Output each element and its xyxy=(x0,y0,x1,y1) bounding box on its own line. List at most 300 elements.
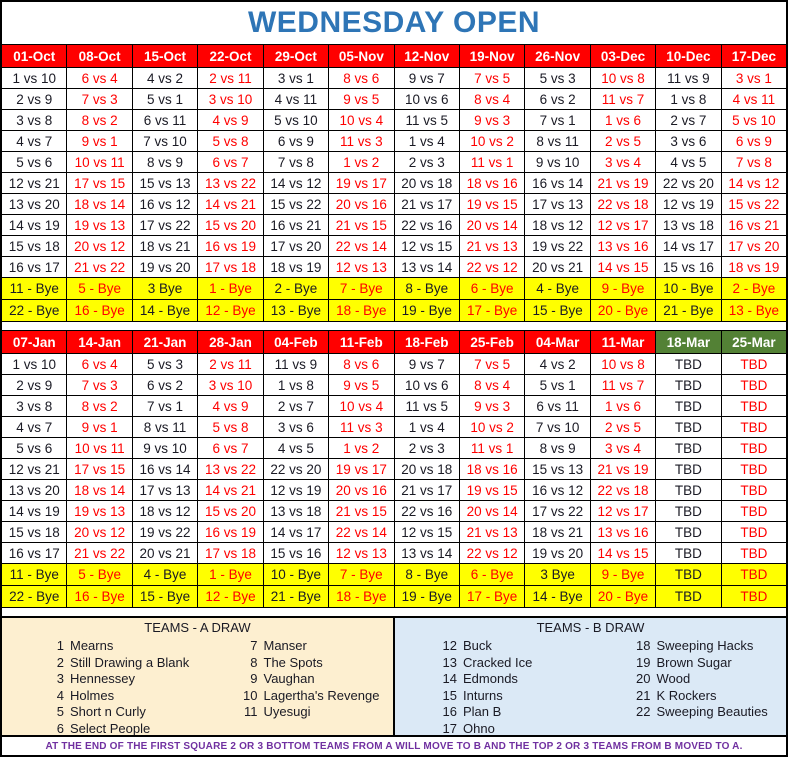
game-cell: 11 vs 3 xyxy=(329,417,393,438)
teams-section xyxy=(2,616,786,735)
game-cell: 12 vs 13 xyxy=(329,543,393,564)
game-cell: 15 vs 16 xyxy=(264,543,328,564)
game-cell: 11 vs 1 xyxy=(460,438,524,459)
game-cell: 8 vs 4 xyxy=(460,89,524,110)
teams-b-draw-list-2 xyxy=(593,638,787,735)
team-number: 16 xyxy=(442,704,457,719)
game-cell: 10 vs 2 xyxy=(460,131,524,152)
team-name: Uyesugi xyxy=(263,704,311,719)
game-cell: 18 vs 12 xyxy=(133,501,197,522)
date-header: 25-Feb xyxy=(460,331,524,354)
game-cell: 2 vs 5 xyxy=(591,417,655,438)
game-cell: 22 vs 14 xyxy=(329,236,393,257)
bye-cell: 4 - Bye xyxy=(525,278,589,300)
bye-cell: 12 - Bye xyxy=(198,586,262,608)
game-cell: 5 vs 10 xyxy=(722,110,786,131)
game-cell: 14 vs 21 xyxy=(198,480,262,501)
game-cell: 6 vs 7 xyxy=(198,438,262,459)
game-cell: 20 vs 18 xyxy=(395,173,459,194)
game-cell: 19 vs 22 xyxy=(133,522,197,543)
schedule-column-17-dec xyxy=(722,45,786,322)
game-cell: 3 vs 8 xyxy=(2,396,66,417)
game-cell: 14 vs 12 xyxy=(264,173,328,194)
team-item xyxy=(439,638,593,655)
game-cell: TBD xyxy=(656,354,720,375)
game-cell: 15 vs 18 xyxy=(2,236,66,257)
team-number: 8 xyxy=(250,654,258,670)
game-cell: TBD xyxy=(656,501,720,522)
bye-cell: 7 - Bye xyxy=(329,564,393,586)
game-cell: 13 vs 22 xyxy=(198,173,262,194)
bye-cell: 13 - Bye xyxy=(264,300,328,322)
team-name: The Spots xyxy=(263,654,323,670)
game-cell: 5 vs 1 xyxy=(525,375,589,396)
team-item xyxy=(46,638,200,655)
game-cell: 4 vs 2 xyxy=(133,68,197,89)
game-cell: 20 vs 21 xyxy=(525,257,589,278)
game-cell: TBD xyxy=(656,396,720,417)
team-number: 13 xyxy=(442,654,457,670)
game-cell: 18 vs 21 xyxy=(133,236,197,257)
game-cell: 9 vs 7 xyxy=(395,68,459,89)
team-name: Still Drawing a Blank xyxy=(70,654,190,670)
game-cell: 18 vs 16 xyxy=(460,173,524,194)
teams-b-draw-header: TEAMS - B DRAW xyxy=(536,620,645,635)
game-cell: 15 vs 22 xyxy=(722,194,786,215)
game-cell: 18 vs 16 xyxy=(460,459,524,480)
date-header: 11-Mar xyxy=(591,331,655,354)
game-cell: 18 vs 12 xyxy=(525,215,589,236)
team-number: 4 xyxy=(56,687,64,703)
game-cell: 1 vs 10 xyxy=(2,68,66,89)
team-number: 1 xyxy=(56,638,64,653)
team-item xyxy=(240,688,394,705)
game-cell: 6 vs 4 xyxy=(67,354,131,375)
game-cell: 2 vs 11 xyxy=(198,354,262,375)
game-cell: 10 vs 2 xyxy=(460,417,524,438)
team-number: 5 xyxy=(56,704,64,719)
game-cell: 12 vs 19 xyxy=(264,480,328,501)
game-cell: 3 vs 8 xyxy=(2,110,66,131)
team-number: 3 xyxy=(56,671,64,686)
game-cell: 8 vs 9 xyxy=(525,438,589,459)
game-cell: 17 vs 20 xyxy=(722,236,786,257)
schedule-column-28-jan xyxy=(198,331,263,608)
game-cell: 17 vs 18 xyxy=(198,543,262,564)
game-cell: 5 vs 6 xyxy=(2,438,66,459)
game-cell: TBD xyxy=(722,438,786,459)
bye-cell: 11 - Bye xyxy=(2,278,66,300)
game-cell: 20 vs 18 xyxy=(395,459,459,480)
game-cell: 4 vs 5 xyxy=(264,438,328,459)
game-cell: 21 vs 22 xyxy=(67,543,131,564)
game-cell: 9 vs 10 xyxy=(133,438,197,459)
game-cell: 7 vs 5 xyxy=(460,354,524,375)
date-header: 22-Oct xyxy=(198,45,262,68)
date-header: 14-Jan xyxy=(67,331,131,354)
date-header: 18-Mar xyxy=(656,331,720,354)
game-cell: 3 vs 10 xyxy=(198,375,262,396)
date-header: 04-Mar xyxy=(525,331,589,354)
game-cell: 5 vs 10 xyxy=(264,110,328,131)
game-cell: 18 vs 21 xyxy=(525,522,589,543)
team-name: Sweeping Hacks xyxy=(656,638,754,653)
team-number: 14 xyxy=(442,671,457,686)
bye-cell: 2 - Bye xyxy=(264,278,328,300)
date-header: 05-Nov xyxy=(329,45,393,68)
game-cell: TBD xyxy=(656,417,720,438)
team-item xyxy=(439,671,593,688)
bye-cell: 20 - Bye xyxy=(591,300,655,322)
schedule-column-04-mar xyxy=(525,331,590,608)
game-cell: 22 vs 16 xyxy=(395,501,459,522)
game-cell: 14 vs 15 xyxy=(591,543,655,564)
game-cell: 9 vs 1 xyxy=(67,417,131,438)
team-number: 22 xyxy=(636,704,651,719)
game-cell: 7 vs 10 xyxy=(133,131,197,152)
game-cell: 21 vs 15 xyxy=(329,215,393,236)
date-header: 03-Dec xyxy=(591,45,655,68)
bye-cell: 22 - Bye xyxy=(2,586,66,608)
game-cell: 12 vs 17 xyxy=(591,501,655,522)
teams-a-draw-columns xyxy=(2,638,393,735)
game-cell: 10 vs 4 xyxy=(329,110,393,131)
game-cell: 20 vs 14 xyxy=(460,215,524,236)
game-cell: 2 vs 5 xyxy=(591,131,655,152)
game-cell: 10 vs 8 xyxy=(591,68,655,89)
game-cell: 13 vs 16 xyxy=(591,522,655,543)
game-cell: 3 vs 1 xyxy=(264,68,328,89)
team-item xyxy=(633,671,787,688)
game-cell: TBD xyxy=(722,375,786,396)
schedule-column-04-feb xyxy=(264,331,329,608)
team-number: 7 xyxy=(250,638,258,653)
game-cell: TBD xyxy=(722,522,786,543)
game-cell: TBD xyxy=(722,480,786,501)
teams-a-draw-header: TEAMS - A DRAW xyxy=(144,620,251,635)
game-cell: 2 vs 3 xyxy=(395,152,459,173)
game-cell: 7 vs 8 xyxy=(264,152,328,173)
bye-cell: 17 - Bye xyxy=(460,586,524,608)
game-cell: 20 vs 16 xyxy=(329,480,393,501)
game-cell: 9 vs 5 xyxy=(329,375,393,396)
footer-note: AT THE END OF THE FIRST SQUARE 2 OR 3 BOTTOM TEAMS FROM A WILL MOVE TO B AND THE TOP 2 OR 3 TEAMS FROM B MOVED TO A. xyxy=(45,740,743,752)
game-cell: 7 vs 5 xyxy=(460,68,524,89)
game-cell: 8 vs 6 xyxy=(329,354,393,375)
game-cell: 16 vs 17 xyxy=(2,257,66,278)
team-item xyxy=(240,655,394,672)
game-cell: 8 vs 6 xyxy=(329,68,393,89)
game-cell: 11 vs 1 xyxy=(460,152,524,173)
schedule-column-21-jan xyxy=(133,331,198,608)
team-name: Manser xyxy=(263,638,307,653)
game-cell: 12 vs 13 xyxy=(329,257,393,278)
game-cell: 3 vs 6 xyxy=(264,417,328,438)
game-cell: 4 vs 9 xyxy=(198,396,262,417)
team-name: Ohno xyxy=(463,720,495,735)
bye-cell: 9 - Bye xyxy=(591,278,655,300)
bye-cell: 17 - Bye xyxy=(460,300,524,322)
game-cell: 20 vs 12 xyxy=(67,522,131,543)
bye-cell: 10 - Bye xyxy=(656,278,720,300)
team-item xyxy=(633,704,787,721)
game-cell: 13 vs 18 xyxy=(656,215,720,236)
schedule-column-03-dec xyxy=(591,45,656,322)
game-cell: 2 vs 9 xyxy=(2,89,66,110)
game-cell: TBD xyxy=(656,480,720,501)
game-cell: 21 vs 13 xyxy=(460,522,524,543)
game-cell: TBD xyxy=(722,396,786,417)
team-number: 9 xyxy=(250,671,258,686)
bye-cell: 21 - Bye xyxy=(656,300,720,322)
schedule-column-26-nov xyxy=(525,45,590,322)
game-cell: 8 vs 11 xyxy=(525,131,589,152)
date-header: 10-Dec xyxy=(656,45,720,68)
game-cell: 13 vs 16 xyxy=(591,236,655,257)
game-cell: 10 vs 4 xyxy=(329,396,393,417)
game-cell: 13 vs 20 xyxy=(2,480,66,501)
game-cell: 4 vs 11 xyxy=(264,89,328,110)
title-bar xyxy=(2,2,786,44)
game-cell: 21 vs 19 xyxy=(591,173,655,194)
team-item xyxy=(633,638,787,655)
team-item xyxy=(439,704,593,721)
team-number: 20 xyxy=(636,671,651,686)
game-cell: 6 vs 9 xyxy=(264,131,328,152)
game-cell: 16 vs 14 xyxy=(525,173,589,194)
date-header: 18-Feb xyxy=(395,331,459,354)
team-name: K Rockers xyxy=(656,687,717,703)
team-item xyxy=(240,704,394,721)
game-cell: 12 vs 17 xyxy=(591,215,655,236)
game-cell: TBD xyxy=(722,459,786,480)
team-item xyxy=(46,671,200,688)
date-header: 08-Oct xyxy=(67,45,131,68)
bye-cell: 16 - Bye xyxy=(67,586,131,608)
game-cell: 7 vs 1 xyxy=(133,396,197,417)
schedule-column-18-mar xyxy=(656,331,721,608)
team-number: 12 xyxy=(442,638,457,653)
team-item xyxy=(633,655,787,672)
game-cell: 8 vs 11 xyxy=(133,417,197,438)
game-cell: 19 vs 22 xyxy=(525,236,589,257)
game-cell: 22 vs 16 xyxy=(395,215,459,236)
game-cell: 15 vs 13 xyxy=(133,173,197,194)
teams-b-draw-panel xyxy=(393,618,786,735)
game-cell: 5 vs 6 xyxy=(2,152,66,173)
game-cell: 21 vs 15 xyxy=(329,501,393,522)
bye-cell: 1 - Bye xyxy=(198,564,262,586)
schedule-column-11-mar xyxy=(591,331,656,608)
game-cell: 16 vs 21 xyxy=(264,215,328,236)
game-cell: 22 vs 14 xyxy=(329,522,393,543)
game-cell: TBD xyxy=(722,501,786,522)
game-cell: 19 vs 13 xyxy=(67,215,131,236)
game-cell: 9 vs 3 xyxy=(460,110,524,131)
game-cell: 7 vs 3 xyxy=(67,89,131,110)
game-cell: 13 vs 14 xyxy=(395,543,459,564)
date-header: 25-Mar xyxy=(722,331,786,354)
game-cell: 21 vs 22 xyxy=(67,257,131,278)
game-cell: 10 vs 8 xyxy=(591,354,655,375)
schedule-column-05-nov xyxy=(329,45,394,322)
game-cell: 12 vs 21 xyxy=(2,459,66,480)
bye-cell: 11 - Bye xyxy=(2,564,66,586)
team-item xyxy=(46,688,200,705)
game-cell: 8 vs 4 xyxy=(460,375,524,396)
team-item xyxy=(439,688,593,705)
game-cell: 21 vs 13 xyxy=(460,236,524,257)
team-number: 19 xyxy=(636,654,651,670)
game-cell: 19 vs 15 xyxy=(460,480,524,501)
game-cell: 4 vs 11 xyxy=(722,89,786,110)
game-cell: 11 vs 7 xyxy=(591,89,655,110)
game-cell: 4 vs 7 xyxy=(2,417,66,438)
team-item xyxy=(46,704,200,721)
bye-cell: 1 - Bye xyxy=(198,278,262,300)
schedule-column-15-oct xyxy=(133,45,198,322)
game-cell: 19 vs 17 xyxy=(329,173,393,194)
game-cell: TBD xyxy=(656,438,720,459)
team-number: 17 xyxy=(442,720,457,735)
game-cell: 19 vs 15 xyxy=(460,194,524,215)
teams-a-draw-list-1 xyxy=(2,638,200,735)
game-cell: 13 vs 22 xyxy=(198,459,262,480)
date-header: 11-Feb xyxy=(329,331,393,354)
game-cell: 17 vs 13 xyxy=(525,194,589,215)
bye-cell: 18 - Bye xyxy=(329,300,393,322)
bye-cell: 10 - Bye xyxy=(264,564,328,586)
game-cell: 4 vs 5 xyxy=(656,152,720,173)
game-cell: 4 vs 2 xyxy=(525,354,589,375)
game-cell: 7 vs 3 xyxy=(67,375,131,396)
game-cell: 17 vs 18 xyxy=(198,257,262,278)
team-item xyxy=(439,655,593,672)
game-cell: 13 vs 18 xyxy=(264,501,328,522)
game-cell: 10 vs 6 xyxy=(395,375,459,396)
date-header: 28-Jan xyxy=(198,331,262,354)
footer-note-bar xyxy=(2,735,786,755)
game-cell: TBD xyxy=(722,543,786,564)
game-cell: 1 vs 8 xyxy=(656,89,720,110)
bye-cell: 7 - Bye xyxy=(329,278,393,300)
team-number: 15 xyxy=(442,687,457,703)
game-cell: 18 vs 14 xyxy=(67,194,131,215)
team-number: 11 xyxy=(244,704,258,719)
team-name: Inturns xyxy=(463,687,503,703)
game-cell: 1 vs 8 xyxy=(264,375,328,396)
game-cell: 6 vs 11 xyxy=(525,396,589,417)
game-cell: 18 vs 14 xyxy=(67,480,131,501)
game-cell: 9 vs 1 xyxy=(67,131,131,152)
game-cell: 19 vs 13 xyxy=(67,501,131,522)
date-header: 26-Nov xyxy=(525,45,589,68)
team-number: 21 xyxy=(636,687,651,703)
schedule-column-18-feb xyxy=(395,331,460,608)
game-cell: 15 vs 18 xyxy=(2,522,66,543)
game-cell: 12 vs 15 xyxy=(395,236,459,257)
game-cell: 3 vs 6 xyxy=(656,131,720,152)
game-cell: 5 vs 3 xyxy=(133,354,197,375)
bye-cell: 20 - Bye xyxy=(591,586,655,608)
bye-cell: 8 - Bye xyxy=(395,278,459,300)
game-cell: 3 vs 4 xyxy=(591,152,655,173)
game-cell: TBD xyxy=(656,375,720,396)
game-cell: 16 vs 19 xyxy=(198,236,262,257)
team-name: Sweeping Beauties xyxy=(656,704,768,719)
game-cell: 5 vs 8 xyxy=(198,417,262,438)
game-cell: 9 vs 10 xyxy=(525,152,589,173)
game-cell: 3 vs 1 xyxy=(722,68,786,89)
game-cell: 14 vs 17 xyxy=(264,522,328,543)
bye-cell: 18 - Bye xyxy=(329,586,393,608)
game-cell: 8 vs 2 xyxy=(67,110,131,131)
game-cell: 1 vs 2 xyxy=(329,438,393,459)
bye-cell: 4 - Bye xyxy=(133,564,197,586)
game-cell: 7 vs 10 xyxy=(525,417,589,438)
bye-cell: 15 - Bye xyxy=(133,586,197,608)
game-cell: 18 vs 19 xyxy=(264,257,328,278)
game-cell: 14 vs 15 xyxy=(591,257,655,278)
team-name: Plan B xyxy=(463,704,502,719)
game-cell: 11 vs 9 xyxy=(264,354,328,375)
game-cell: 16 vs 21 xyxy=(722,215,786,236)
team-number: 6 xyxy=(56,720,64,735)
game-cell: 8 vs 9 xyxy=(133,152,197,173)
game-cell: 7 vs 8 xyxy=(722,152,786,173)
bye-cell: 3 Bye xyxy=(133,278,197,300)
game-cell: 13 vs 14 xyxy=(395,257,459,278)
schedule-table-first-square xyxy=(2,44,786,322)
game-cell: 22 vs 18 xyxy=(591,194,655,215)
date-header: 04-Feb xyxy=(264,331,328,354)
bye-cell: 8 - Bye xyxy=(395,564,459,586)
date-header: 17-Dec xyxy=(722,45,786,68)
bye-cell: 5 - Bye xyxy=(67,564,131,586)
game-cell: 17 vs 22 xyxy=(133,215,197,236)
team-item xyxy=(439,721,593,736)
game-cell: 1 vs 2 xyxy=(329,152,393,173)
table-gap xyxy=(2,322,786,330)
team-number: 18 xyxy=(636,638,651,653)
game-cell: 10 vs 11 xyxy=(67,438,131,459)
game-cell: 14 vs 12 xyxy=(722,173,786,194)
bye-cell: 12 - Bye xyxy=(198,300,262,322)
teams-b-draw-list-1 xyxy=(395,638,593,735)
team-name: Select People xyxy=(70,720,151,735)
team-number: 2 xyxy=(56,654,64,670)
game-cell: 16 vs 19 xyxy=(198,522,262,543)
game-cell: 17 vs 20 xyxy=(264,236,328,257)
game-cell: 22 vs 18 xyxy=(591,480,655,501)
game-cell: 6 vs 2 xyxy=(525,89,589,110)
team-item xyxy=(240,638,394,655)
game-cell: 21 vs 17 xyxy=(395,480,459,501)
schedule-column-25-mar xyxy=(722,331,786,608)
schedule-column-07-jan xyxy=(2,331,67,608)
team-name: Hennessey xyxy=(70,671,136,686)
game-cell: 5 vs 3 xyxy=(525,68,589,89)
team-name: Wood xyxy=(656,671,691,686)
game-cell: 14 vs 21 xyxy=(198,194,262,215)
bye-cell: 15 - Bye xyxy=(525,300,589,322)
date-header: 19-Nov xyxy=(460,45,524,68)
game-cell: 4 vs 9 xyxy=(198,110,262,131)
game-cell: 15 vs 20 xyxy=(198,215,262,236)
date-header: 29-Oct xyxy=(264,45,328,68)
game-cell: 8 vs 2 xyxy=(67,396,131,417)
game-cell: 3 vs 10 xyxy=(198,89,262,110)
